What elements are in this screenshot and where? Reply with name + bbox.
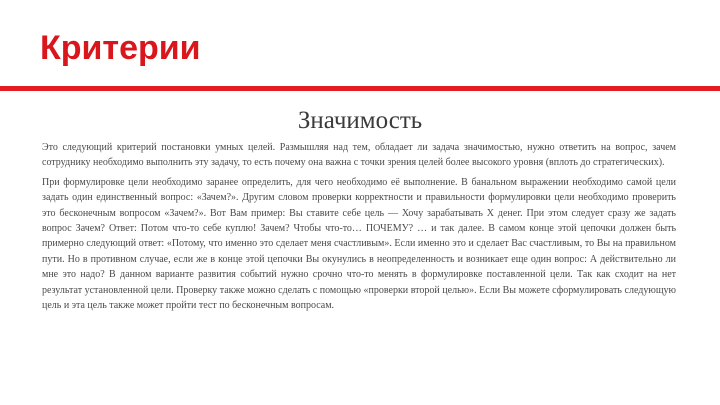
body-paragraph: При формулировке цели необходимо заранее определить, для чего необходимо её выполнение. В банальном выражении необходимо самой цели задать один единственный вопрос: «Зачем?». Другим словом проверки корректности и правильности формулировки цели необходимо проверить это бесконечным вопросом «Зачем?». Вот Вам пример: Вы ставите себе цель — Хочу зарабатывать Х денег. При этом следует сразу же задать вопрос Зачем? Ответ: Потом что-то себе куплю! Зачем? Чтобы что-то… ПОЧЕМУ? … и так далее. В самом конце этой цепочки должен быть примерно следующий ответ: «Потому, что именно это сделает меня счастливым». Если именно это и сделает Вас счастливым, то Вы на правильном пути. Но в противном случае, если же в конце этой цепочки Вы окунулись в неопределенность и возникает еще один вопрос: А действительно ли мне это надо? В данном варианте развития событий нужно срочно что-то менять в формулировке поставленной цели. Так как сходит на нет результат установленной цели. Проверку также можно сделать с помощью «проверки второй целью». Если Вы можете сформулировать следующую цель и эта цель также может пройти тест по бесконечным вопросам. [42, 176, 676, 312]
body-paragraph: Это следующий критерий постановки умных целей. Размышляя над тем, обладает ли задача значимостью, нужно ответить на вопрос, зачем сотруднику необходимо выполнить эту задачу, то есть почему она важна с точки зрения целей более высокого уровня (вплоть до стратегических). [42, 142, 676, 169]
title-divider [0, 86, 720, 91]
slide-subtitle: Значимость [297, 107, 423, 134]
slide-title: Критерии [40, 29, 201, 67]
slide-body [42, 140, 676, 317]
